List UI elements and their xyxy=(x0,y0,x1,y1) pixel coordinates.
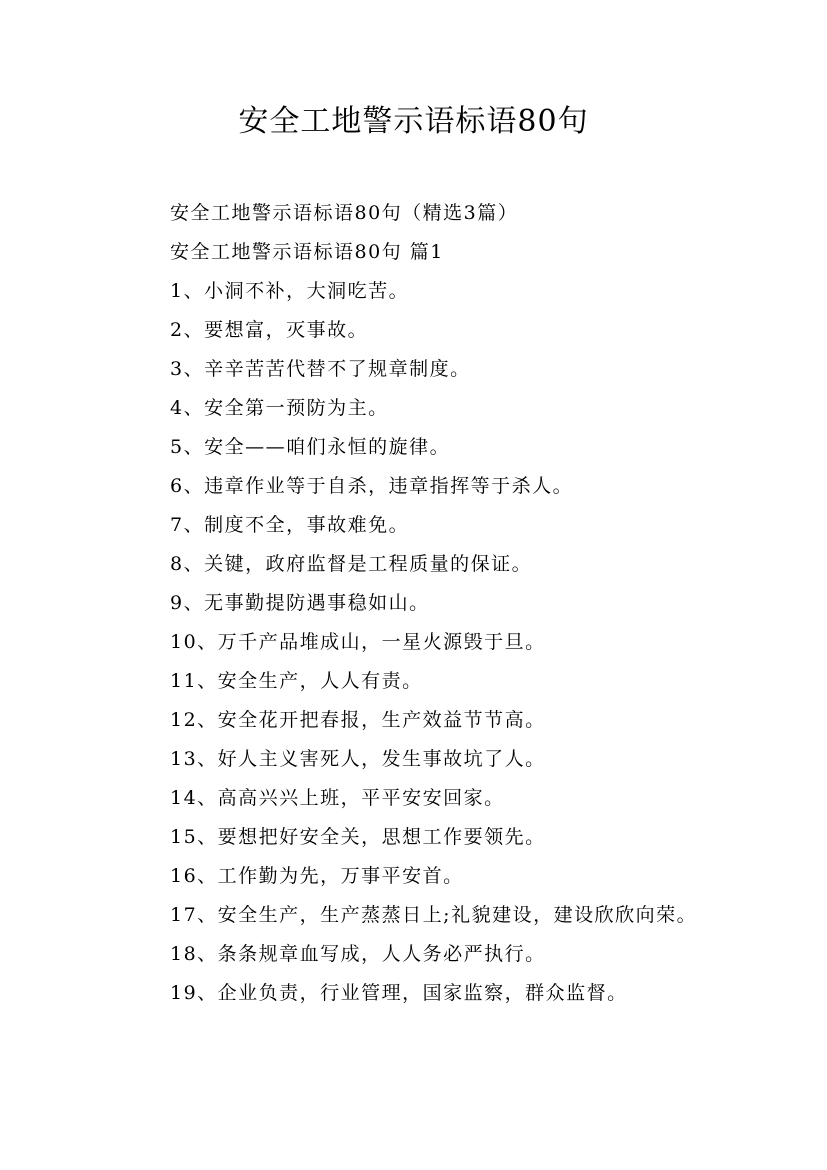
slogan-item: 12、安全花开把春报，生产效益节节高。 xyxy=(170,709,546,731)
slogan-item: 5、安全——咱们永恒的旋律。 xyxy=(170,436,451,458)
slogan-item: 13、好人主义害死人，发生事故坑了人。 xyxy=(170,748,546,770)
slogan-item: 19、企业负责，行业管理，国家监察，群众监督。 xyxy=(170,982,628,1004)
slogan-item: 14、高高兴兴上班，平平安安回家。 xyxy=(170,787,505,809)
paragraph-section-heading: 安全工地警示语标语80句 篇1 xyxy=(170,241,444,263)
slogan-item: 10、万千产品堆成山，一星火源毁于旦。 xyxy=(170,631,546,653)
slogan-item: 8、关键，政府监督是工程质量的保证。 xyxy=(170,553,533,575)
slogan-item: 17、安全生产，生产蒸蒸日上;礼貌建设，建设欣欣向荣。 xyxy=(170,904,698,926)
slogan-item: 1、小洞不补，大洞吃苦。 xyxy=(170,280,410,302)
slogan-item: 2、要想富，灭事故。 xyxy=(170,319,369,341)
slogan-item: 6、违章作业等于自杀，违章指挥等于杀人。 xyxy=(170,475,574,497)
slogan-item: 11、安全生产，人人有责。 xyxy=(170,670,423,692)
paragraph-intro: 安全工地警示语标语80句（精选3篇） xyxy=(170,202,519,224)
slogan-item: 3、辛辛苦苦代替不了规章制度。 xyxy=(170,358,471,380)
slogan-item: 15、要想把好安全关，思想工作要领先。 xyxy=(170,826,546,848)
slogan-item: 7、制度不全，事故难免。 xyxy=(170,514,410,536)
document-title: 安全工地警示语标语80句 xyxy=(238,104,589,139)
slogan-item: 16、工作勤为先，万事平安首。 xyxy=(170,865,464,887)
slogan-item: 9、无事勤提防遇事稳如山。 xyxy=(170,592,430,614)
slogan-item: 4、安全第一预防为主。 xyxy=(170,397,389,419)
slogan-item: 18、条条规章血写成，人人务必严执行。 xyxy=(170,943,546,965)
document-body xyxy=(126,194,716,1013)
